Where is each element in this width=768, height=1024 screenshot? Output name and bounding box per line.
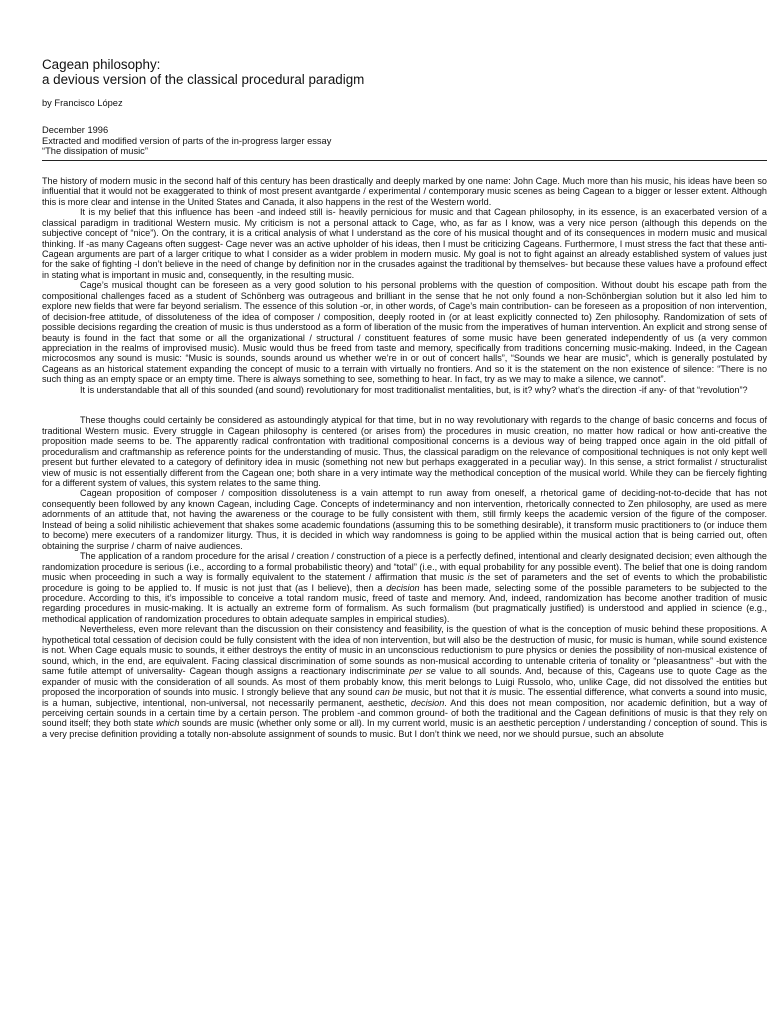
p8-text-b: value to all sounds. And, because of this, Cageans use to quote Cage as the expander of music with the consideration of all sounds. As most of them probably know, this merit belongs to Luigi Russolo, who, unlike Cage, did not dissolved the entities but proposed the incorporation of sounds into music. I strongly believe that any sound xyxy=(42,666,768,698)
p8-text-c: music, but not that it xyxy=(405,687,488,698)
p8-emphasis-is: is xyxy=(489,687,497,698)
p8-emphasis-decision: decision xyxy=(410,697,445,708)
paragraph-2: It is my belief that this influence has been -and indeed still is- heavily pernicious for music and that Cagean philosophy, in its essence, is an exacerbated version of a classical paradigm in traditional Western music. My criticism is not a personal attack to Cage, who, as far as I know, was a very nice person (although this depends on the subjective concept of “nice”). On the contrary, it is a critical analysis of what I understand as the core of his musical thought and of its consequences in modern music and musical thinking. If -as many Cageans often suggest- Cage never was an active upholder of his ideas, then I must be criticizing Cageans. Furthermore, I must stress the fact that these anti-Cagean arguments are part of a larger critique to what I consider as a wider problem in modern music. My goal is not to fight against an already established system of values just for the sake of fighting -I don’t believe in the need of change by definition nor in the crusades against the traditional by themselves- but because these values have a profound effect in stating what is important in music and, consequently, in the resulting music. xyxy=(42,207,767,280)
p8-text-a: Nevertheless, even more relevant than the discussion on their consistency and feasibility, is the question of what is the conception of music behind these propositions. A hypothetical total cessation of decision could be fully consistent with the idea of non intervention, but will also be the destruction of music, for music is human, while sound existence is not. When Cage equals music to sounds, it either destroys the entity of music in an unconscious reductionism to pure physics or denies the possibility of non-musical existence of sound, which, in the end, are equivalent. Facing classical discrimination of some sounds as non-musical according to untenable criteria of tonality or “pleasantness” -but with the same futile attempt of universality- Cagean though assigns a reactionary indiscriminate xyxy=(42,624,767,677)
paragraph-1: The history of modern music in the second half of this century has been drastically and deeply marked by one name: John Cage. Much more than his music, his ideas have been so influential that it would not be exaggerated to think of most present avantgarde / experimental / contemporary music scenes as being Cagean to a bigger or lesser extent. Although this is more clear and intense in the United States and Canada, it also happens in the rest of the Western world. xyxy=(42,175,767,207)
p7-emphasis-decision: decision xyxy=(386,582,420,593)
p7-text-b: the set of parameters and the set of events to which the probabilistic procedure is going to be applied to. If music is not just that (as I believe), then a xyxy=(42,572,767,593)
p8-emphasis-which: which xyxy=(156,718,180,729)
document-note-2: “The dissipation of music” xyxy=(42,146,148,157)
p7-emphasis-is: is xyxy=(467,572,475,583)
paragraph-8 xyxy=(42,624,767,739)
document-date: December 1996 xyxy=(42,125,109,135)
document-note-1: Extracted and modified version of parts of the in-progress larger essay xyxy=(42,135,332,146)
title-line-2: a devious version of the classical procedural paradigm xyxy=(42,71,365,87)
p8-text-e: . And this does not mean composition, nor academic definition, but a way of perceiving certain sounds in a certain time by a certain person. The problem -and common ground- of both the traditional and the Cagean definitions of music is that they rely on sound itself; they both state xyxy=(42,697,767,729)
author-byline: by Francisco López xyxy=(42,98,123,108)
paragraph-7 xyxy=(42,551,767,624)
p7-text-c: has been made, selecting some of the possible parameters to be subjected to the procedure. According to this, it’s impossible to conceive a total random music, freed of taste and memory. And, indeed, randomization has become another tradition of music regarding procedures in music-making. It is actually an extreme form of formalism. As such formalism (but pragmatically justified) is understood and applied in science (e.g., methodical application of randomization procedures to obtain adequate samples in empirical studies). xyxy=(42,582,767,624)
title-line-1: Cagean philosophy: xyxy=(42,57,161,72)
paper-title xyxy=(42,58,767,87)
header-divider xyxy=(42,160,767,161)
document-page xyxy=(42,58,767,739)
paragraph-3: Cage’s musical thought can be foreseen as a very good solution to his personal problems with the question of composition. Without doubt his escape path from the compositional challenges faced as a student of Schönberg was outrageous and brilliant in the sense that he not only found a non-Schönbergian solution but it also led him to explore new fields that were far beyond serialism. The essence of this solution -or, in other words, of Cage’s main contribution- can be foreseen as a proposition of non intervention, of decision-free attitude, of dissoluteness of the idea of composer / composition, deeply rooted in (or at least explicitly connected to) Zen philosophy. Randomization of sets of possible decisions regarding the creation of music is thus understood as a form of liberation of the music from the imperatives of human intervention. An explicit and strong sense of beauty is found in the fact that some or all the organizational / structural / constituent features of some music have been generated independently of us (a very common appreciation in the realms of improvised music). Music would thus be freed from taste and memory, specifically from traditions concerning music-making. Indeed, in the Cagean microcosmos any sound is music: “Music is sounds, sounds around us whether we’re in or out of concert halls”, “Sounds we hear are music”, which is generally postulated by Cageans as an historical statement expanding the concept of music to a terrain with virtually no frontiers. And so it is the statement on the non existence of silence: “There is no such thing as an empty space or an empty time. There is always something to see, something to hear. In fact, try as we may to make a silence, we cannot”. xyxy=(42,280,767,385)
paragraph-5: These thoughs could certainly be considered as astoundingly atypical for that time, but in no way revolutionary with regards to the change of basic concerns and focus of traditional Western music. Every struggle in Cagean philosophy is centered (or arises from) the procedures in music creation, no matter how radical or how anti-creative the proposition made seems to be. The apparently radical confrontation with traditional compositional concerns is a devious way of being trapped once again in the old pitfall of proceduralism and craftmanship as reference points for the understanding of music. Thus, the classical paradigm on the relevance of compositional techniques is not only kept well present but further elevated to a category of definitory idea in music (something not new but perhaps exaggerated in a peculiar way). In this sense, a strict formalist / structuralist view of music is not essentially different from the Cagean one; both share in a very intimate way the methodical conception of the musical world. While they can be fiercely fighting for a different system of values, this system relates to the same thing. xyxy=(42,415,767,489)
p8-emphasis-can-be: can be xyxy=(375,687,403,698)
document-meta xyxy=(42,125,767,157)
paragraph-6: Cagean proposition of composer / composition dissoluteness is a vain attempt to run away from oneself, a rhetorical game of deciding-not-to-decide that has not consequently been followed by any known Cagean, including Cage. Concepts of indeterminancy and non intervention, rhetorically connected to Zen philosophy, are used as mere adornments of an attitude that, not having the awareness or the courage to be fully consistent with them, still firmly keeps the academic version of the figure of the composer. Instead of being a solid nihilistic achievement that shakes some academic foundations (assuming this to be something desirable), it transform music practitioners to (or induce them to become) mere executers of a randomizer liturgy. Thus, it is decided in which way randomness is going to be applied within the musical action that is being carried out, often obtaining the surprise / charm of naive audiences. xyxy=(42,488,767,551)
p7-text-a: The application of a random procedure for the arisal / creation / construction of a piece is a perfectly defined, intentional and clearly designated decision; even although the randomization procedure is serious (i.e., according to a formal probabilistic theory) and “total” (i.e., with equal probability for any possible event). The belief that one is doing random music when proceeding in such a way is formally equivalent to the statement / affirmation that music xyxy=(42,551,767,583)
p8-emphasis-per-se: per se xyxy=(409,666,436,677)
p8-text-f: sounds are music (whether only some or all). In my current world, music is an aesthetic perception / understanding / conception of sound. This is a very precise definition providing a totally non-absolute assignment of sounds to music. But I don’t think we need, nor we should pursue, such an absolute xyxy=(42,718,768,739)
document-body xyxy=(42,176,767,740)
p8-text-d: music. The essential difference, what converts a sound into music, is a human, subjective, intentional, non-universal, not necessarily permanent, aesthetic, xyxy=(42,687,768,708)
paragraph-4: It is understandable that all of this sounded (and sound) revolutionary for most traditionalist mentalities, but, is it? why? what’s the direction -if any- of that “revolution”? xyxy=(80,384,748,395)
